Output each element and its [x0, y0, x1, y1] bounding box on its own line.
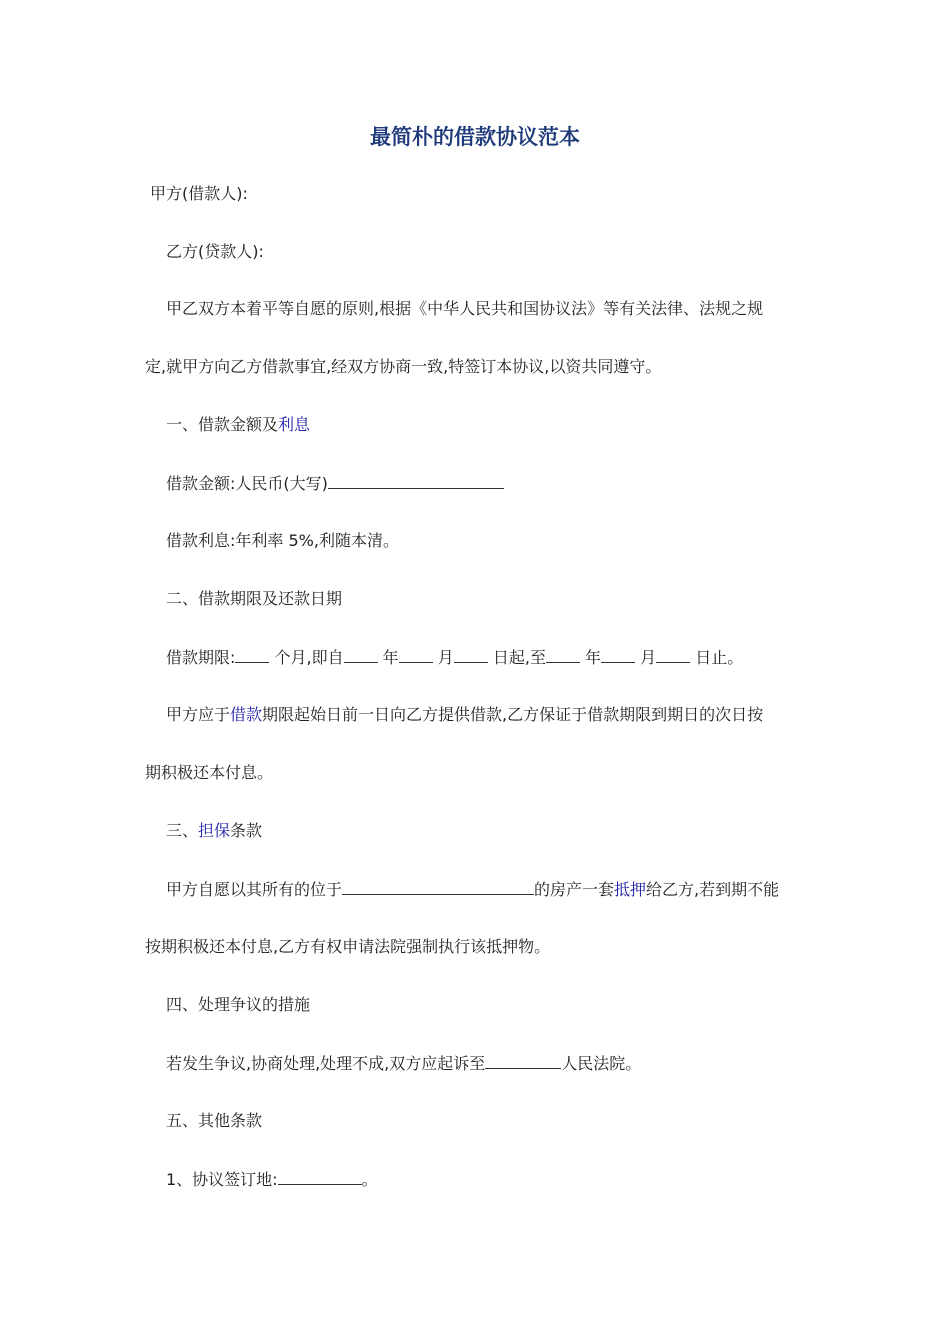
end-day-blank[interactable]: [656, 645, 690, 663]
loan-amount-label: 借款金额:人民币(大写): [166, 474, 328, 493]
end-month-blank[interactable]: [601, 645, 635, 663]
loan-amount-blank[interactable]: [328, 471, 504, 489]
section-2-body-line-1: [166, 703, 763, 727]
start-day-blank[interactable]: [454, 645, 488, 663]
loan-term-text-3: 年: [377, 648, 399, 667]
months-blank[interactable]: [235, 645, 269, 663]
loan-term-text-2: 个月,即自: [269, 648, 344, 667]
loan-term-label: 借款期限:: [166, 648, 236, 667]
section-3-heading-prefix: 三、: [166, 821, 199, 840]
preamble-line-1: 甲乙双方本着平等自愿的原则,根据《中华人民共和国协议法》等有关法律、法规之规: [166, 299, 764, 318]
property-location-blank[interactable]: [342, 877, 534, 895]
section-3-body-text-c: 给乙方,若到期不能: [646, 880, 780, 899]
section-4-body-text-b: 人民法院。: [561, 1054, 642, 1073]
signing-place-label: 1、协议签订地:: [166, 1170, 278, 1189]
section-3-body-line-2: 按期积极还本付息,乙方有权申请法院强制执行该抵押物。: [145, 937, 551, 956]
preamble-line-2: 定,就甲方向乙方借款事宜,经双方协商一致,特签订本协议,以资共同遵守。: [145, 357, 662, 376]
section-3-heading-suffix: 条款: [230, 821, 263, 840]
interest-link[interactable]: 利息: [278, 415, 311, 434]
loan-link[interactable]: 借款: [230, 705, 263, 724]
loan-term-text-5: 日起,至: [487, 648, 546, 667]
start-month-blank[interactable]: [399, 645, 433, 663]
section-1-heading: [166, 413, 310, 437]
section-1-heading-text: 一、借款金额及: [166, 415, 279, 434]
loan-term-text-7: 月: [635, 648, 657, 667]
section-2-body-line-2: 期积极还本付息。: [145, 763, 274, 782]
section-5-heading: 五、其他条款: [166, 1111, 263, 1130]
section-5-item-1: [166, 1167, 378, 1192]
section-2-heading: 二、借款期限及还款日期: [166, 589, 343, 608]
loan-term-text-8: 日止。: [690, 648, 744, 667]
party-a-line: 甲方(借款人):: [150, 184, 248, 203]
section-2-body-text-b: 期限起始日前一日向乙方提供借款,乙方保证于借款期限到期日的次日按: [262, 705, 764, 724]
section-3-heading: [166, 819, 262, 843]
loan-interest-line: 借款利息:年利率 5%,利随本清。: [166, 531, 399, 550]
guarantee-link[interactable]: 担保: [198, 821, 231, 840]
loan-amount-line: [166, 471, 504, 496]
section-3-body-text-a: 甲方自愿以其所有的位于: [166, 880, 343, 899]
court-blank[interactable]: [485, 1051, 561, 1069]
loan-term-line: [166, 645, 743, 670]
party-b-line: 乙方(贷款人):: [166, 242, 264, 261]
end-year-blank[interactable]: [546, 645, 580, 663]
document-title: 最简朴的借款协议范本: [370, 125, 580, 149]
start-year-blank[interactable]: [344, 645, 378, 663]
section-4-body-line: [166, 1051, 641, 1076]
loan-term-text-4: 月: [432, 648, 454, 667]
section-3-body-text-b: 的房产一套: [534, 880, 615, 899]
signing-place-end: 。: [361, 1170, 378, 1189]
section-3-body-line-1: [166, 877, 779, 902]
loan-term-text-6: 年: [579, 648, 602, 667]
section-4-body-text-a: 若发生争议,协商处理,处理不成,双方应起诉至: [166, 1054, 486, 1073]
section-2-body-text-a: 甲方应于: [166, 705, 231, 724]
signing-place-blank[interactable]: [278, 1167, 362, 1185]
mortgage-link[interactable]: 抵押: [614, 880, 647, 899]
section-4-heading: 四、处理争议的措施: [166, 995, 311, 1014]
